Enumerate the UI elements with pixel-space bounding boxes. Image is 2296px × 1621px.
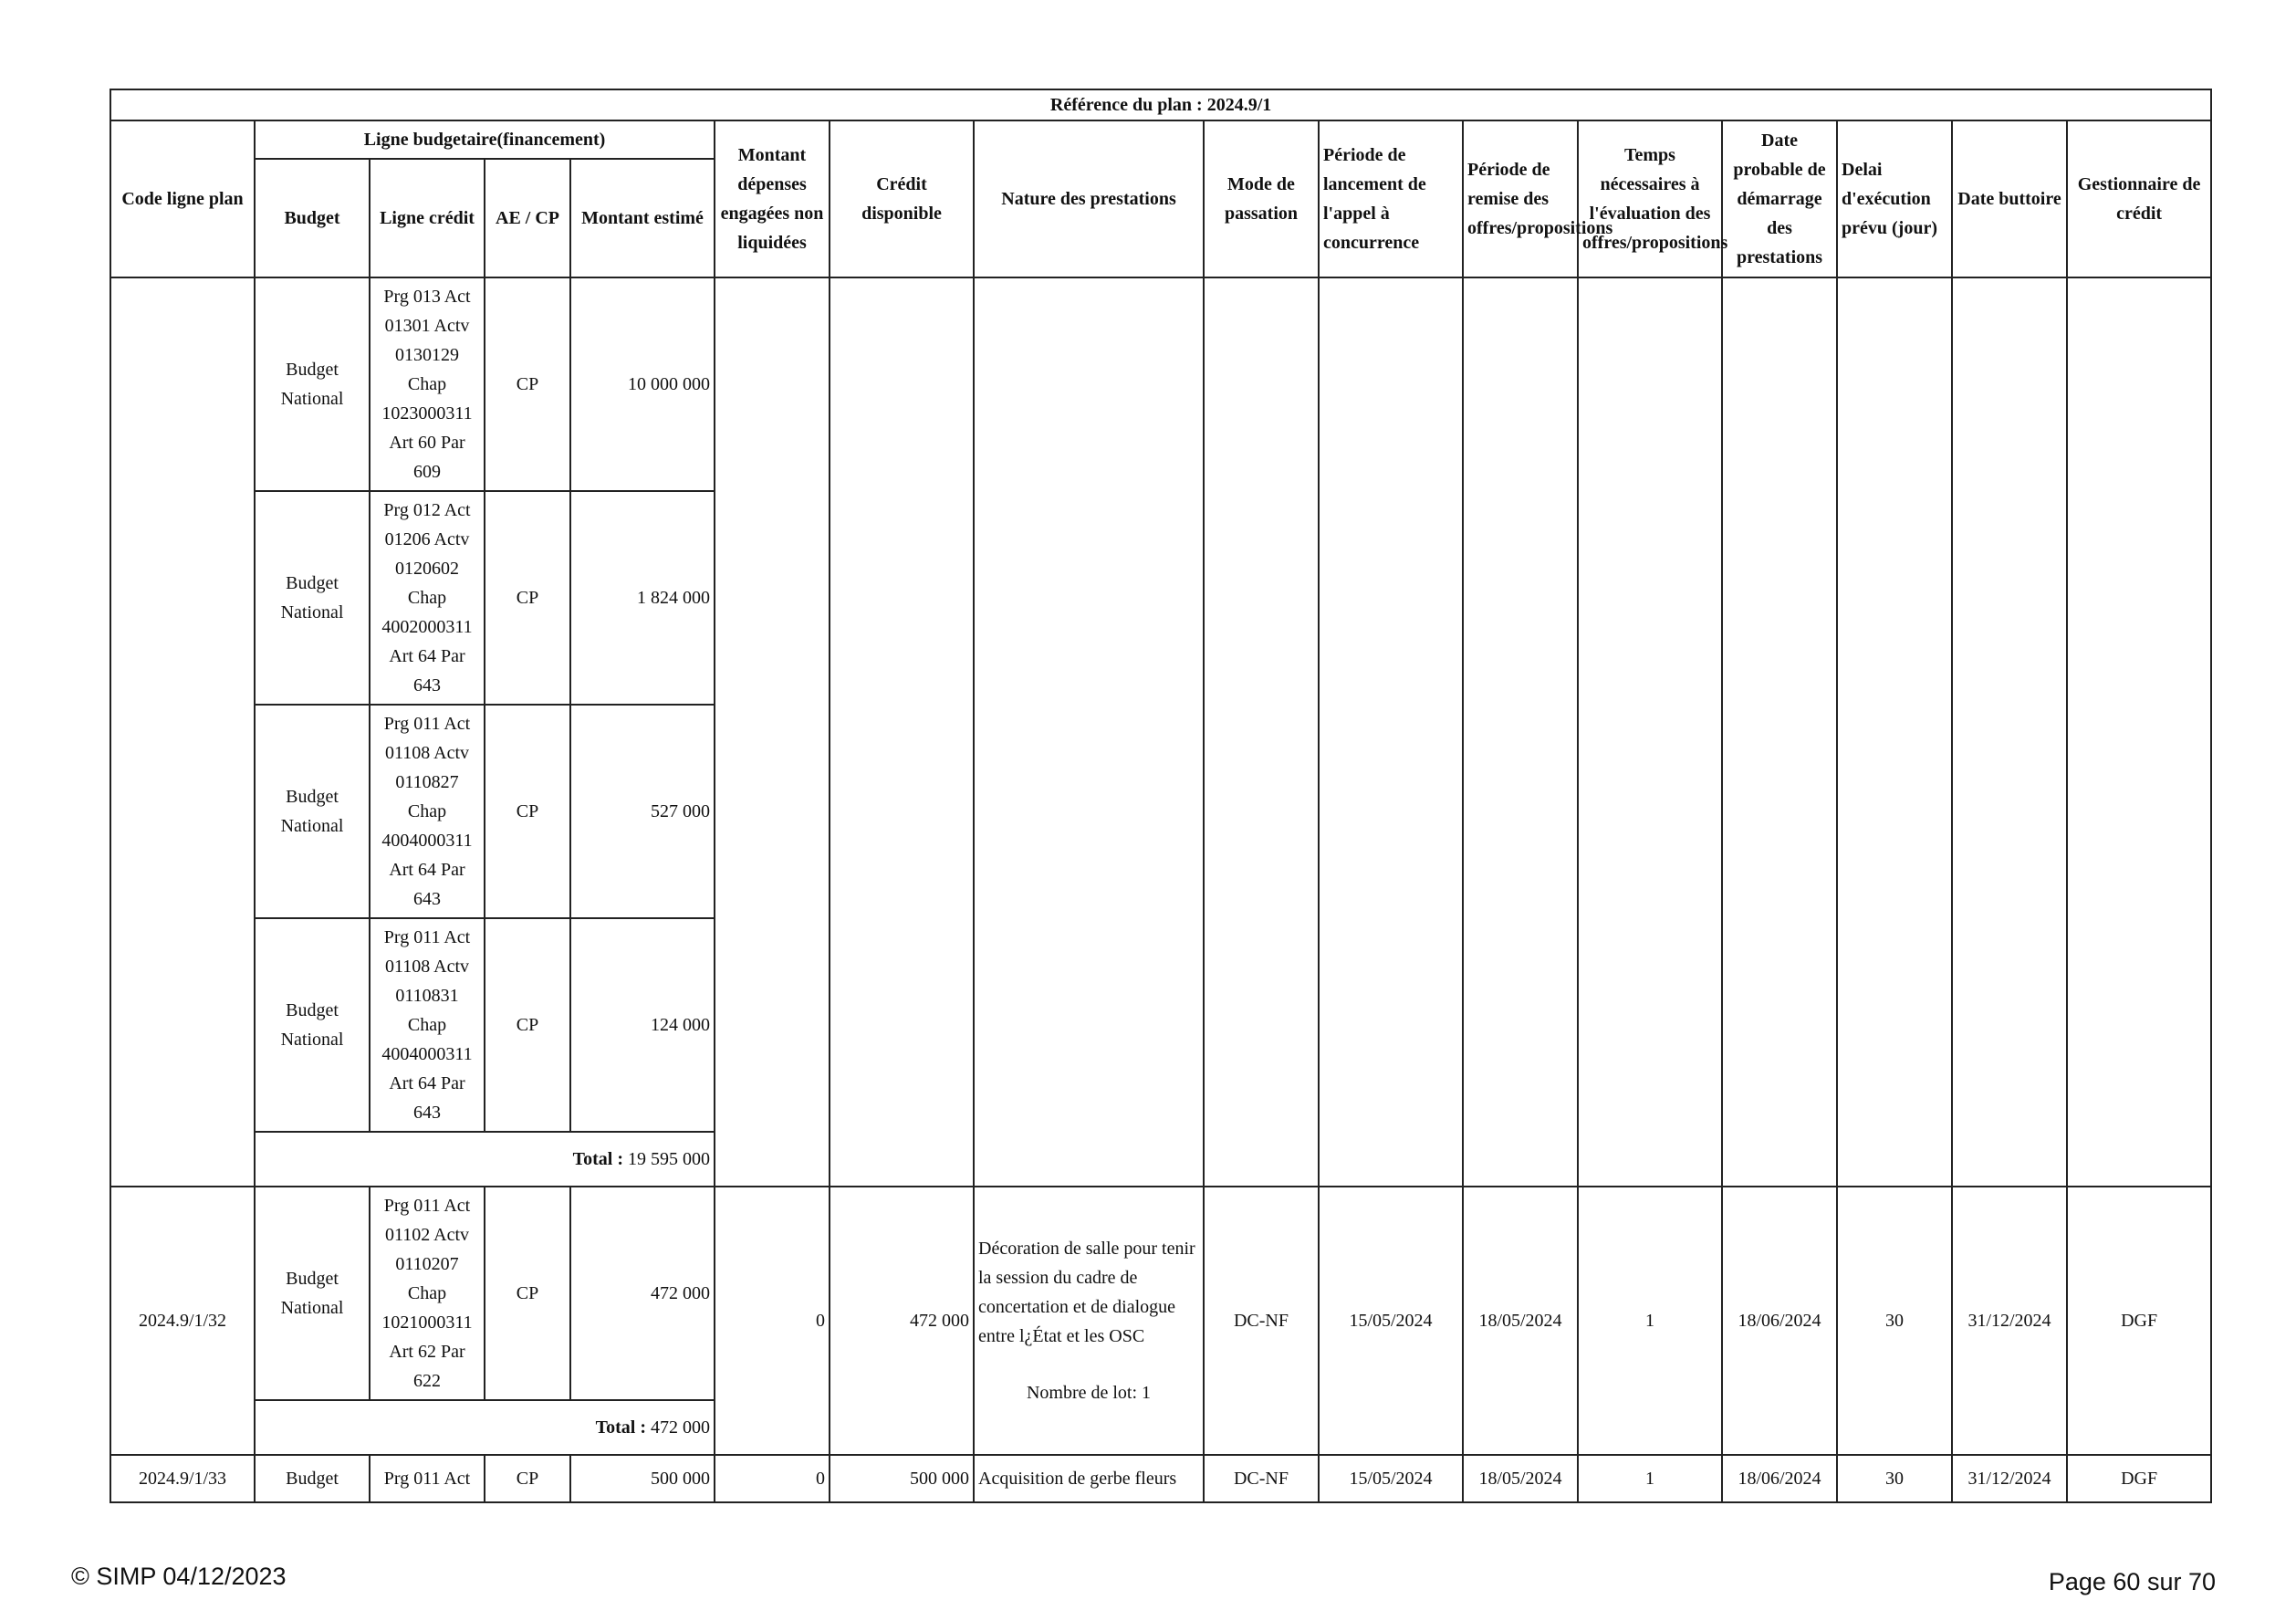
header-ae-cp: AE / CP [485,159,570,277]
montant-estime-cell: 1 824 000 [570,491,715,705]
budget-cell: Budget National [255,1187,370,1400]
temps-cell: 1 [1578,1455,1722,1502]
ae-cp-cell: CP [485,1187,570,1400]
periode-remise-cell: 18/05/2024 [1463,1455,1578,1502]
demarrage-cell-empty [1722,277,1837,1187]
date-demarrage-cell: 18/06/2024 [1722,1187,1837,1455]
gestionnaire-cell: DGF [2067,1455,2211,1502]
ae-cp-cell: CP [485,277,570,491]
temps-cell-empty [1578,277,1722,1187]
credit-disponible-cell: 472 000 [830,1187,974,1455]
periode-lancement-cell: 15/05/2024 [1319,1455,1463,1502]
date-demarrage-cell: 18/06/2024 [1722,1455,1837,1502]
delai-cell-empty [1837,277,1952,1187]
footer-copyright: © SIMP 04/12/2023 [71,1563,287,1590]
montant-estime-cell: 500 000 [570,1455,715,1502]
periode-lancement-cell: 15/05/2024 [1319,1187,1463,1455]
total-label: Total : [572,1149,623,1169]
budget-cell: Budget National [255,491,370,705]
ligne-credit-cell: Prg 011 Act 01102 Actv 0110207 Chap 1021000311 Art 62 Par 622 [370,1187,485,1400]
ligne-credit-cell: Prg 011 Act 01108 Actv 0110831 Chap 4004000311 Art 64 Par 643 [370,918,485,1132]
header-ligne-credit: Ligne crédit [370,159,485,277]
header-periode-lancement: Période de lancement de l'appel à concurrence [1319,120,1463,277]
procurement-plan-table [110,89,2212,1503]
header-montant-estime: Montant estimé [570,159,715,277]
depenses-cell-empty [715,277,830,1187]
nature-cell [974,1187,1204,1455]
total-cell [255,1132,715,1187]
total-label: Total : [595,1417,646,1438]
ae-cp-cell: CP [485,918,570,1132]
header-ligne-budgetaire: Ligne budgetaire(financement) [255,120,715,159]
ligne-credit-cell: Prg 011 Act [370,1455,485,1502]
depenses-cell: 0 [715,1455,830,1502]
budget-cell: Budget National [255,918,370,1132]
ae-cp-cell: CP [485,705,570,918]
lot-count: Nombre de lot: 1 [1026,1383,1152,1403]
mode-cell-empty [1204,277,1319,1187]
table-row [110,1187,2211,1400]
header-montant-depenses: Montant dépenses engagées non liquidées [715,120,830,277]
code-ligne-plan-cell: 2024.9/1/33 [110,1455,255,1502]
nature-cell-empty [974,277,1204,1187]
header-temps-evaluation: Temps nécessaires à l'évaluation des offres/propositions [1578,120,1722,277]
gestionnaire-cell-empty [2067,277,2211,1187]
plan-title: Référence du plan : 2024.9/1 [110,89,2211,120]
periode-remise-cell: 18/05/2024 [1463,1187,1578,1455]
total-value: 19 595 000 [628,1149,710,1169]
ligne-credit-cell: Prg 011 Act 01108 Actv 0110827 Chap 4004000311 Art 64 Par 643 [370,705,485,918]
footer-page-number: Page 60 sur 70 [2048,1568,2216,1595]
header-gestionnaire-credit: Gestionnaire de crédit [2067,120,2211,277]
mode-passation-cell: DC-NF [1204,1187,1319,1455]
montant-estime-cell: 527 000 [570,705,715,918]
temps-cell: 1 [1578,1187,1722,1455]
remise-cell-empty [1463,277,1578,1187]
ligne-credit-cell: Prg 012 Act 01206 Actv 0120602 Chap 4002000311 Art 64 Par 643 [370,491,485,705]
nature-text: Décoration de salle pour tenir la session du cadre de concertation et de dialogue entre l¿État et les OSC [978,1239,1195,1346]
header-code-ligne-plan: Code ligne plan [110,120,255,277]
buttoire-cell-empty [1952,277,2067,1187]
delai-cell: 30 [1837,1455,1952,1502]
total-value: 472 000 [651,1417,710,1438]
montant-estime-cell: 124 000 [570,918,715,1132]
date-buttoire-cell: 31/12/2024 [1952,1455,2067,1502]
code-ligne-plan-cell: 2024.9/1/32 [110,1187,255,1455]
table-row [110,1455,2211,1502]
delai-cell: 30 [1837,1187,1952,1455]
header-date-buttoire: Date buttoire [1952,120,2067,277]
credit-cell-empty [830,277,974,1187]
montant-estime-cell: 472 000 [570,1187,715,1400]
nature-cell: Acquisition de gerbe fleurs [974,1455,1204,1502]
header-periode-remise: Période de remise des offres/propositions [1463,120,1578,277]
budget-cell: Budget National [255,277,370,491]
gestionnaire-cell: DGF [2067,1187,2211,1455]
depenses-cell: 0 [715,1187,830,1455]
header-nature-prestations: Nature des prestations [974,120,1204,277]
budget-cell: Budget National [255,705,370,918]
date-buttoire-cell: 31/12/2024 [1952,1187,2067,1455]
mode-passation-cell: DC-NF [1204,1455,1319,1502]
header-budget: Budget [255,159,370,277]
ae-cp-cell: CP [485,1455,570,1502]
ligne-credit-cell: Prg 013 Act 01301 Actv 0130129 Chap 1023000311 Art 60 Par 609 [370,277,485,491]
lancement-cell-empty [1319,277,1463,1187]
header-credit-disponible: Crédit disponible [830,120,974,277]
credit-disponible-cell: 500 000 [830,1455,974,1502]
ae-cp-cell: CP [485,491,570,705]
total-cell [255,1400,715,1455]
budget-cell: Budget [255,1455,370,1502]
montant-estime-cell: 10 000 000 [570,277,715,491]
header-date-demarrage: Date probable de démarrage des prestations [1722,120,1837,277]
header-delai-execution: Delai d'exécution prévu (jour) [1837,120,1952,277]
header-mode-passation: Mode de passation [1204,120,1319,277]
table-row [110,277,2211,491]
code-cell-empty [110,277,255,1187]
